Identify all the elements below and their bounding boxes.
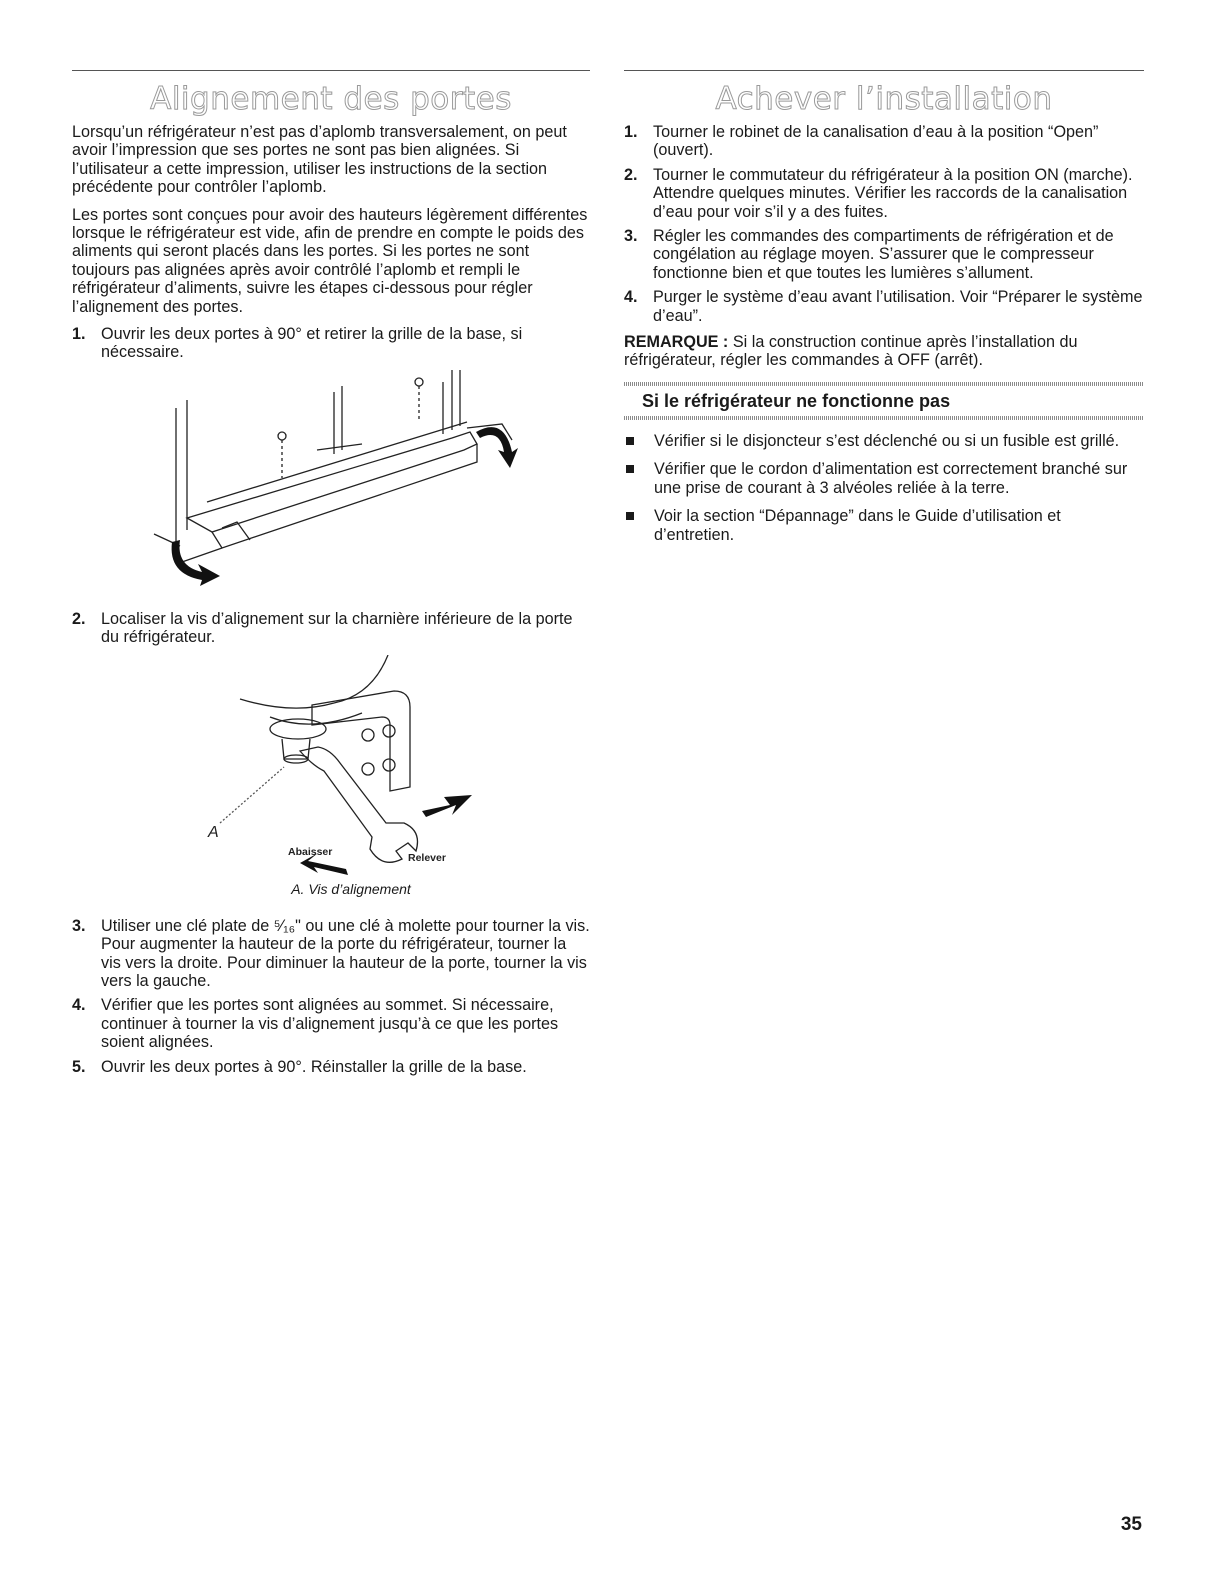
remark-text: Si la construction continue après l’installation du réfrigérateur, régler les commandes à OFF (arrêt). (624, 333, 1078, 370)
step-text: Régler les commandes des compartiments de réfrigération et de congélation au réglage moyen. S’assurer que le compresseur fonctionne bien et que toutes les lumières s’allument. (653, 227, 1114, 282)
alignment-steps (72, 610, 590, 647)
step-text: Tourner le commutateur du réfrigérateur à la position ON (marche). Attendre quelques minutes. Vérifier les raccords de la canalisation d’eau pour voir s’il y a des fuites. (653, 165, 1133, 221)
page-number: 35 (1120, 1514, 1142, 1535)
step-number: 3. (72, 916, 86, 935)
bullet-square-icon (626, 437, 634, 445)
step-number: 4. (624, 288, 638, 307)
step-text: Vérifier que les portes sont alignées au sommet. Si nécessaire, continuer à tourner la vis d’alignement jusqu’à ce que les portes soient alignées. (101, 996, 559, 1052)
figure-caption: A. Vis d’alignement (291, 880, 411, 897)
step-number: 3. (624, 227, 638, 246)
troubleshoot-heading: Si le réfrigérateur ne fonctionne pas (642, 390, 951, 411)
step-item (624, 166, 1144, 221)
step-number: 4. (72, 996, 86, 1015)
step-item (72, 610, 590, 647)
section-rule (72, 70, 590, 71)
section-rule (624, 70, 1144, 71)
installation-steps (624, 123, 1144, 325)
step-item (72, 996, 590, 1051)
alignment-steps (72, 325, 590, 362)
step-item (72, 917, 590, 991)
list-item (624, 432, 1144, 450)
step-text: Utiliser une clé plate de ⁵⁄₁₆" ou une clé à molette pour tourner la vis. Pour augmenter la hauteur de la porte du réfrigérateur, tourner la vis vers la droite. Pour diminuer la hauteur de la porte, tourner la vis vers la gauche. (101, 916, 590, 990)
troubleshoot-list (624, 432, 1144, 544)
step-text: Localiser la vis d’alignement sur la charnière inférieure de la porte du réfrigérateur. (101, 609, 573, 647)
base-grille-drawing (72, 370, 590, 602)
hinge-wrench-drawing (72, 655, 590, 879)
raise-arrow-icon (422, 795, 472, 817)
step-number: 1. (624, 123, 638, 141)
bullet-text: Vérifier que le cordon d’alimentation est correctement branché sur une prise de courant à 3 alvéoles reliée à la terre. (654, 460, 1128, 497)
section-title-door-alignment: Alignement des portes (150, 81, 512, 117)
right-column (624, 70, 1144, 554)
callout-letter: A (208, 823, 219, 841)
bullet-text: Voir la section “Dépannage” dans le Guide d’utilisation et d’entretien. (654, 507, 1061, 544)
list-item (624, 460, 1144, 497)
step-number: 2. (624, 165, 638, 184)
dotted-rule (624, 416, 1144, 420)
step-number: 1. (72, 325, 86, 344)
step-item (72, 325, 590, 362)
step-item (624, 288, 1144, 325)
step-number: 5. (72, 1057, 86, 1076)
section-title-complete-installation: Achever l’installation (715, 81, 1053, 117)
bullet-text: Vérifier si le disjoncteur s’est déclenché ou si un fusible est grillé. (654, 431, 1120, 450)
step-item (624, 123, 1144, 160)
paragraph: Les portes sont conçues pour avoir des hauteurs légèrement différentes lorsque le réfrigérateur est vide, afin de prendre en compte le poids des aliments qui seront placés dans les portes. Si les portes ne sont toujours pas alignées après avoir contrôlé l’aplomb et rempli le réfrigérateur d’aliments, suivre les étapes ci-dessous pour régler l’alignement des portes. (72, 205, 588, 316)
step-item (72, 1058, 590, 1076)
hinge-wrench-illustration (72, 655, 590, 879)
troubleshoot-section (624, 382, 1144, 420)
remark-note (624, 333, 1144, 370)
dotted-rule (624, 382, 1144, 386)
step-text: Tourner le robinet de la canalisation d’eau à la position “Open” (ouvert). (653, 123, 1099, 160)
bullet-square-icon (626, 512, 634, 520)
list-item (624, 507, 1144, 544)
step-text: Ouvrir les deux portes à 90°. Réinstaller la grille de la base. (101, 1057, 527, 1076)
lower-label: Abaisser (288, 845, 333, 858)
raise-label: Relever (408, 851, 446, 864)
paragraph: Lorsqu’un réfrigérateur n’est pas d’aplomb transversalement, on peut avoir l’impression que ses portes ne sont pas bien alignées. Si l’utilisateur a cette impression, utiliser les instructions de la section précédente pour contrôler l’aplomb. (72, 123, 567, 197)
base-grille-illustration (72, 370, 590, 602)
bullet-square-icon (626, 465, 634, 473)
step-item (624, 227, 1144, 282)
step-text: Purger le système d’eau avant l’utilisation. Voir “Préparer le système d’eau”. (653, 288, 1143, 325)
alignment-steps (72, 917, 590, 1076)
remark-label: REMARQUE : (624, 333, 729, 352)
step-number: 2. (72, 609, 86, 628)
left-column (72, 70, 590, 1084)
arrow-icon (172, 540, 220, 586)
arrow-icon (476, 427, 518, 468)
step-text: Ouvrir les deux portes à 90° et retirer la grille de la base, si nécessaire. (101, 325, 523, 362)
